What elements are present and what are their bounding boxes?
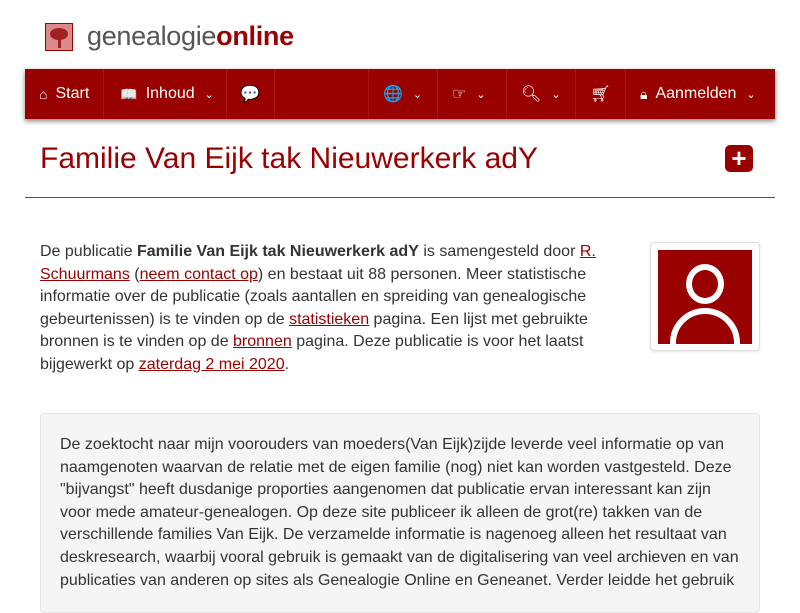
nav-pointer[interactable] [438,69,507,119]
nav-spacer [275,69,369,119]
nav-aanmelden-label: Aanmelden [655,85,737,102]
comments-icon: 💬 [240,86,261,103]
date-link[interactable]: zaterdag 2 mei 2020 [138,355,285,373]
user-icon [658,250,752,344]
nav-search[interactable] [507,69,576,119]
cart-icon: 🛒︎ [590,86,611,103]
nav-comments[interactable] [227,69,275,119]
nav-aanmelden[interactable] [626,69,775,119]
chevron-down-icon: ⌄ [476,88,486,101]
lock-icon: 🔒︎ [640,85,648,102]
book-icon: 📖 [120,85,138,102]
search-icon: 🔍︎ [521,86,542,103]
nav-start[interactable] [25,69,104,119]
nav-inhoud[interactable] [104,69,227,119]
chevron-down-icon: ⌄ [746,88,756,101]
logo[interactable] [45,21,294,52]
page-title: Familie Van Eijk tak Nieuwerkerk adY [40,142,538,175]
publication-description [40,413,760,613]
sources-link[interactable]: bronnen [233,333,292,350]
description-text: De zoektocht naar mijn voorouders van moeders(Van Eijk)zijde leverde veel informatie op van naamgenoten waarvan de relatie met de eigen familie (nog) niet kan worden vastgesteld. Deze "bijvangst" heeft dusdanige proporties aangenomen dat publicatie ervan interessant kan zijn voor mede amateur-genealogen. Op deze site publiceer ik alleen de grot(re) takken van de verschillende families Van Eijk. De verzamelde informatie is nagenoeg alleen het resultaat van deskresearch, waarbij vooral gebruik is gemaakt van de digitalisering van veel archieven en van publicaties van anderen op sites als Genealogie Online en Geneanet. Verder leidde het gebruik [60,436,739,589]
author-link[interactable]: R. Schuurmans [40,243,596,283]
statistics-link[interactable]: statistieken [289,310,370,328]
nav-language[interactable] [369,69,438,119]
chevron-down-icon: ⌄ [204,88,214,101]
add-button[interactable] [725,145,753,172]
contact-link[interactable]: neem contact op [139,265,258,283]
home-icon: ⌂ [39,86,48,102]
translate-icon: 🌐 [383,86,403,103]
nav-inhoud-label: Inhoud [145,85,195,102]
plus-icon: + [731,143,747,173]
chevron-down-icon: ⌄ [551,88,561,101]
publication-intro: De publicatie Familie Van Eijk tak Nieuwerkerk adY is samengesteld door R. Schuurmans (neem contact op) en bestaat uit 88 personen. Meer statistische informatie over de publicatie (zoals aantallen en spreiding van genealogische gebeurtenissen) is te vinden op de statistieken pagina. Een lijst met gebruikte bronnen is te vinden op de bronnen pagina. Deze publicatie is voor het laatst bijgewerkt op zaterdag 2 mei 2020. [40,243,596,373]
nav-cart[interactable] [576,69,626,119]
tree-logo-icon [45,23,73,51]
hand-pointer-icon: ☞ [452,86,467,103]
author-avatar[interactable] [650,242,760,351]
divider [25,197,775,198]
chevron-down-icon: ⌄ [412,88,423,101]
logo-text: genealogieonline [87,21,294,51]
nav-start-label: Start [55,85,90,102]
main-nav [25,69,775,119]
